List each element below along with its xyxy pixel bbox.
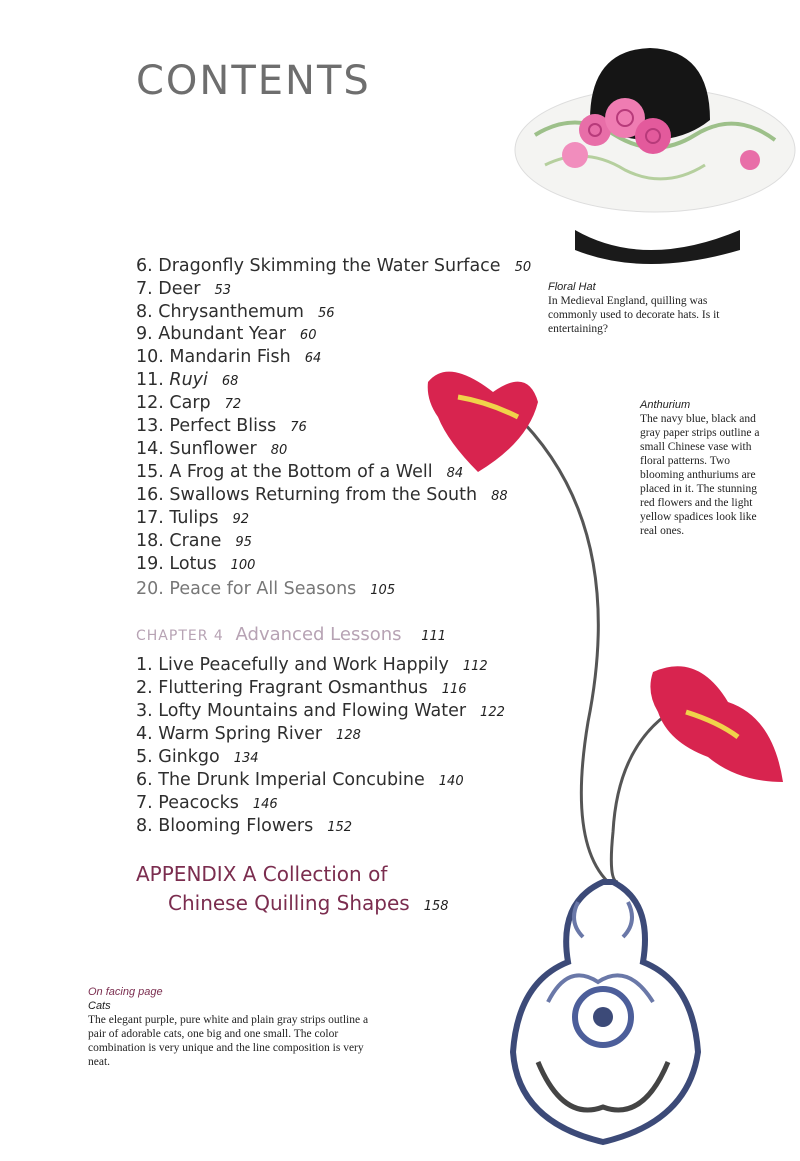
toc-page-number: 92 bbox=[232, 512, 250, 527]
toc-entry[interactable] bbox=[136, 531, 252, 551]
toc-label: 15. A Frog at the Bottom of a Well bbox=[136, 462, 433, 482]
toc-entry[interactable] bbox=[136, 485, 508, 505]
caption-overline: On facing page bbox=[88, 986, 163, 998]
toc-label: 7. Peacocks bbox=[136, 793, 239, 813]
toc-entry[interactable] bbox=[136, 655, 488, 675]
toc-label: 19. Lotus bbox=[136, 554, 217, 574]
toc-page-number: 100 bbox=[230, 558, 256, 573]
caption-text: The navy blue, black and gray paper strips outline a small Chinese vase with floral patterns. Two blooming anthuriums are placed in it. The stunning red flowers and the light yellow spadices look like real ones. bbox=[640, 413, 760, 537]
toc-entry[interactable] bbox=[136, 370, 238, 390]
chapter-heading[interactable] bbox=[136, 624, 446, 645]
toc-label: 10. Mandarin Fish bbox=[136, 347, 291, 367]
toc-page-number: 134 bbox=[233, 751, 259, 766]
toc-entry[interactable] bbox=[136, 462, 463, 482]
toc-label: 4. Warm Spring River bbox=[136, 724, 323, 744]
toc-entry[interactable] bbox=[136, 508, 249, 528]
caption-title: Anthurium bbox=[640, 399, 691, 411]
stem-2 bbox=[611, 707, 678, 882]
toc-page-number: 111 bbox=[421, 629, 447, 644]
toc-label: 17. Tulips bbox=[136, 508, 219, 528]
toc-entry[interactable] bbox=[136, 439, 287, 459]
hat-underside bbox=[575, 230, 740, 264]
toc-label: 9. Abundant Year bbox=[136, 324, 286, 344]
rose-3 bbox=[635, 118, 671, 154]
toc-entry[interactable] bbox=[136, 324, 316, 344]
toc-page-number: 76 bbox=[290, 420, 307, 435]
toc-label: 7. Deer bbox=[136, 279, 201, 299]
toc-entry[interactable] bbox=[136, 724, 361, 744]
toc-label: 8. Chrysanthemum bbox=[136, 302, 304, 322]
appendix-line-2: Chinese Quilling Shapes bbox=[168, 891, 410, 915]
rose-4 bbox=[562, 142, 588, 168]
toc-entry[interactable] bbox=[136, 256, 531, 276]
toc-label: 3. Lofty Mountains and Flowing Water bbox=[136, 701, 467, 721]
anthurium-vase-image bbox=[418, 362, 788, 1152]
toc-label: 2. Fluttering Fragrant Osmanthus bbox=[136, 678, 428, 698]
toc-entry[interactable] bbox=[136, 554, 255, 574]
toc-page-number: 68 bbox=[221, 374, 239, 389]
toc-label: 20. Peace for All Seasons bbox=[136, 579, 357, 599]
toc-label: 14. Sunflower bbox=[136, 439, 257, 459]
toc-page-number: 140 bbox=[438, 774, 464, 789]
toc-page-number: 72 bbox=[224, 397, 242, 412]
toc-entry[interactable] bbox=[136, 416, 307, 436]
caption-text: The elegant purple, pure white and plain gray strips outline a pair of adorable cats, one big and one small. The color combination is very unique and the line composition is very neat. bbox=[88, 1014, 369, 1068]
toc-page-number: 116 bbox=[441, 682, 467, 697]
toc-label: 8. Blooming Flowers bbox=[136, 816, 314, 836]
toc-entry[interactable] bbox=[136, 770, 464, 790]
floral-hat-caption bbox=[548, 280, 723, 336]
toc-label: 6. The Drunk Imperial Concubine bbox=[136, 770, 425, 790]
toc-page-number: 53 bbox=[214, 283, 232, 298]
toc-label: 18. Crane bbox=[136, 531, 222, 551]
appendix-heading[interactable] bbox=[136, 860, 449, 921]
toc-page-number: 88 bbox=[491, 489, 508, 504]
toc-label: 16. Swallows Returning from the South bbox=[136, 485, 478, 505]
toc-page-number: 158 bbox=[423, 899, 449, 914]
toc-page-number: 56 bbox=[317, 306, 335, 321]
toc-label: 13. Perfect Bliss bbox=[136, 416, 277, 436]
toc-entry[interactable] bbox=[136, 393, 241, 413]
toc-label: 1. Live Peacefully and Work Happily bbox=[136, 655, 449, 675]
toc-entry[interactable] bbox=[136, 747, 259, 767]
caption-text: In Medieval England, quilling was commonly used to decorate hats. Is it entertaining? bbox=[548, 295, 720, 335]
toc-label: 6. Dragonfly Skimming the Water Surface bbox=[136, 256, 501, 276]
toc-entry[interactable] bbox=[136, 816, 352, 836]
toc-label-italic: Ruyi bbox=[169, 370, 208, 390]
toc-page-number: 122 bbox=[480, 705, 505, 720]
stem-1 bbox=[513, 412, 608, 882]
cats-caption bbox=[88, 985, 388, 1069]
anthurium-flower-1 bbox=[428, 372, 538, 472]
rose-5 bbox=[740, 150, 760, 170]
chapter-prefix: CHAPTER 4 bbox=[136, 628, 224, 644]
toc-entry[interactable] bbox=[136, 678, 467, 698]
toc-label: 12. Carp bbox=[136, 393, 211, 413]
toc-entry[interactable] bbox=[136, 279, 231, 299]
toc-page-number: 84 bbox=[446, 466, 464, 481]
caption-title: Cats bbox=[88, 1000, 111, 1012]
appendix-line-1: APPENDIX A Collection of bbox=[136, 862, 388, 886]
toc-entry[interactable] bbox=[136, 793, 278, 813]
caption-title: Floral Hat bbox=[548, 281, 596, 293]
chapter-title: Advanced Lessons bbox=[235, 624, 402, 645]
toc-entry[interactable] bbox=[136, 347, 321, 367]
toc-page-number: 146 bbox=[252, 797, 278, 812]
toc-label: 11. bbox=[136, 370, 170, 390]
toc-entry[interactable] bbox=[136, 701, 505, 721]
toc-page-number: 112 bbox=[462, 659, 488, 674]
floral-hat-image bbox=[505, 40, 800, 270]
toc-page-number: 64 bbox=[304, 351, 322, 366]
page-title: CONTENTS bbox=[136, 58, 371, 104]
toc-page-number: 128 bbox=[336, 728, 361, 743]
toc-page-number: 95 bbox=[235, 535, 252, 550]
toc-entry[interactable] bbox=[136, 302, 335, 322]
toc-label: 5. Ginkgo bbox=[136, 747, 220, 767]
toc-page-number: 105 bbox=[370, 583, 396, 598]
toc-page-number: 50 bbox=[514, 260, 532, 275]
toc-page-number: 60 bbox=[299, 328, 317, 343]
toc-page-number: 80 bbox=[270, 443, 288, 458]
toc-page-number: 152 bbox=[327, 820, 353, 835]
toc-entry[interactable] bbox=[136, 579, 395, 599]
